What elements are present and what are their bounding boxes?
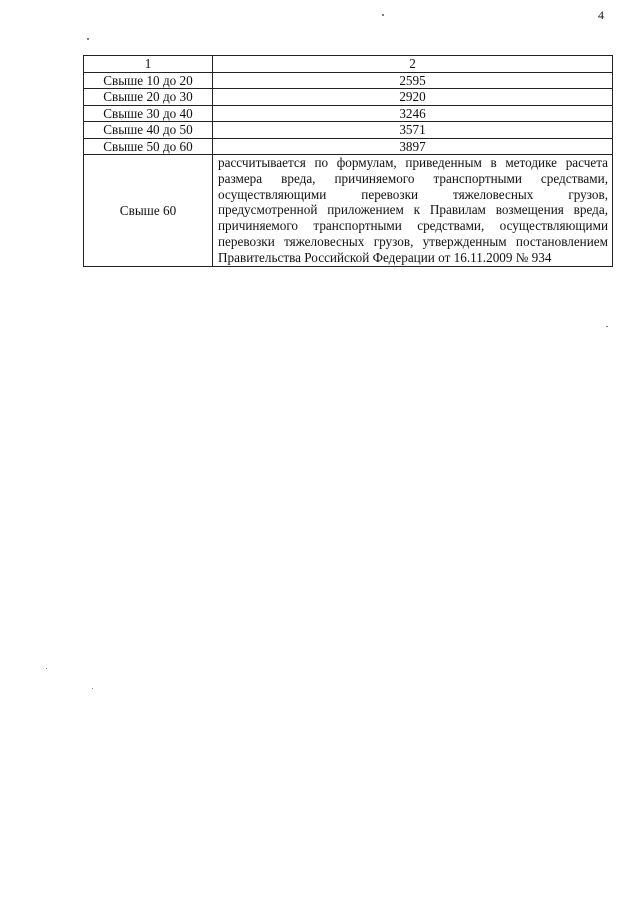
range-cell: Свыше 20 до 30 <box>84 89 213 106</box>
range-cell: Свыше 60 <box>84 155 213 267</box>
table-row <box>84 122 613 139</box>
table-row <box>84 89 613 106</box>
tariff-table <box>83 55 613 267</box>
value-cell: 2920 <box>213 89 613 106</box>
formula-description-cell: рассчитывается по формулам, приведенным в методике расчета размера вреда, причиняемого транспортными средствами, осуществляющими перевозки тяжеловесных грузов, предусмотренной приложением к Правилам возмещения вреда, причиняемого транспортными средствами, осуществляющими перевозки тяжеловесных грузов, утвержденным постановлением Правительства Российской Федерации от 16.11.2009 № 934 <box>213 155 613 267</box>
table-header-row <box>84 56 613 73</box>
scan-speck <box>46 668 47 669</box>
range-cell: Свыше 50 до 60 <box>84 138 213 155</box>
scan-speck <box>606 326 608 327</box>
table-row <box>84 105 613 122</box>
table-row <box>84 72 613 89</box>
column-number-2: 2 <box>213 56 613 73</box>
scan-speck <box>382 14 384 16</box>
column-number-1: 1 <box>84 56 213 73</box>
scan-speck <box>92 688 93 689</box>
page-number: 4 <box>598 8 604 22</box>
value-cell: 3571 <box>213 122 613 139</box>
table-row-last <box>84 155 613 267</box>
range-cell: Свыше 10 до 20 <box>84 72 213 89</box>
value-cell: 2595 <box>213 72 613 89</box>
table-row <box>84 138 613 155</box>
value-cell: 3897 <box>213 138 613 155</box>
value-cell: 3246 <box>213 105 613 122</box>
range-cell: Свыше 40 до 50 <box>84 122 213 139</box>
scan-speck <box>87 38 89 40</box>
range-cell: Свыше 30 до 40 <box>84 105 213 122</box>
